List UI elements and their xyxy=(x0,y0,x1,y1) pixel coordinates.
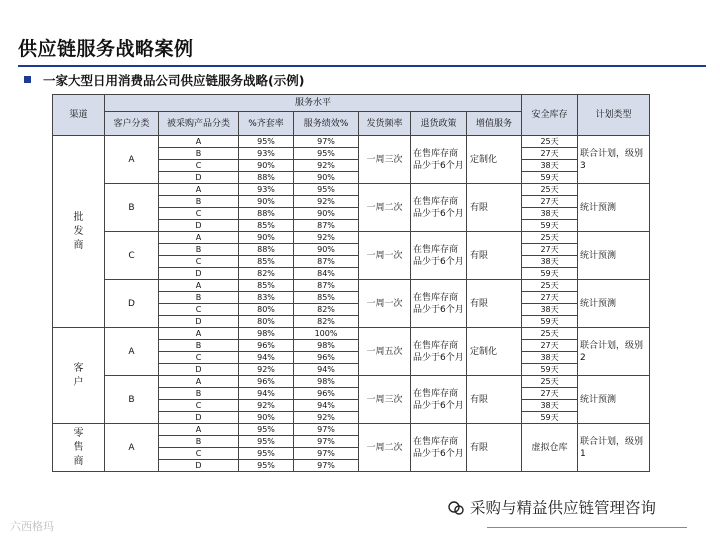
safety-stock: 59天 xyxy=(522,172,578,184)
product-class: B xyxy=(159,292,239,304)
delivery-frequency: 一周五次 xyxy=(359,328,411,376)
delivery-frequency: 一周三次 xyxy=(359,376,411,424)
safety-stock: 25天 xyxy=(522,136,578,148)
footer-divider xyxy=(487,527,687,528)
product-class: D xyxy=(159,412,239,424)
fill-rate: 93% xyxy=(239,148,294,160)
table-row xyxy=(53,328,650,340)
channel-name: 批 发 商 xyxy=(53,136,105,328)
fill-rate: 92% xyxy=(239,400,294,412)
header-return-policy: 退货政策 xyxy=(411,112,467,136)
product-class: A xyxy=(159,280,239,292)
fill-rate: 95% xyxy=(239,460,294,472)
product-class: C xyxy=(159,208,239,220)
safety-stock: 27天 xyxy=(522,388,578,400)
product-class: C xyxy=(159,448,239,460)
table-row xyxy=(53,424,650,436)
safety-stock: 27天 xyxy=(522,340,578,352)
fill-rate: 96% xyxy=(239,376,294,388)
fill-rate: 95% xyxy=(239,448,294,460)
table-row xyxy=(53,184,650,196)
safety-stock: 25天 xyxy=(522,328,578,340)
delivery-frequency: 一周二次 xyxy=(359,184,411,232)
return-policy: 在售库存商品少于6个月 xyxy=(411,376,467,424)
return-policy: 在售库存商品少于6个月 xyxy=(411,280,467,328)
product-class: A xyxy=(159,424,239,436)
channel-name: 零 售 商 xyxy=(53,424,105,472)
channel-name: 客 户 xyxy=(53,328,105,424)
product-class: B xyxy=(159,196,239,208)
customer-class: A xyxy=(105,328,159,376)
safety-stock: 38天 xyxy=(522,256,578,268)
plan-type: 统计预测 xyxy=(578,280,650,328)
product-class: C xyxy=(159,352,239,364)
service-performance: 98% xyxy=(294,376,359,388)
service-performance: 94% xyxy=(294,364,359,376)
product-class: D xyxy=(159,220,239,232)
value-added-service: 有限 xyxy=(467,424,522,472)
plan-type: 联合计划，级别2 xyxy=(578,328,650,376)
safety-stock: 59天 xyxy=(522,316,578,328)
fill-rate: 95% xyxy=(239,436,294,448)
product-class: B xyxy=(159,244,239,256)
return-policy: 在售库存商品少于6个月 xyxy=(411,184,467,232)
safety-stock: 59天 xyxy=(522,268,578,280)
fill-rate: 88% xyxy=(239,172,294,184)
product-class: D xyxy=(159,364,239,376)
return-policy: 在售库存商品少于6个月 xyxy=(411,232,467,280)
header-plan-type: 计划类型 xyxy=(578,95,650,136)
product-class: C xyxy=(159,160,239,172)
safety-stock: 虚拟仓库 xyxy=(522,424,578,472)
header-fill-rate: %齐套率 xyxy=(239,112,294,136)
fill-rate: 93% xyxy=(239,184,294,196)
customer-class: D xyxy=(105,280,159,328)
header-service-level: 服务水平 xyxy=(105,95,522,112)
fill-rate: 83% xyxy=(239,292,294,304)
fill-rate: 95% xyxy=(239,136,294,148)
product-class: B xyxy=(159,388,239,400)
customer-class: A xyxy=(105,136,159,184)
watermark: 六西格玛 xyxy=(10,520,54,533)
product-class: A xyxy=(159,232,239,244)
bullet-icon xyxy=(24,76,31,83)
brand-logo-icon xyxy=(448,501,464,515)
fill-rate: 88% xyxy=(239,244,294,256)
service-performance: 92% xyxy=(294,412,359,424)
fill-rate: 90% xyxy=(239,412,294,424)
service-performance: 92% xyxy=(294,196,359,208)
customer-class: B xyxy=(105,184,159,232)
page-title: 供应链服务战略案例 xyxy=(18,38,194,60)
value-added-service: 有限 xyxy=(467,184,522,232)
product-class: B xyxy=(159,340,239,352)
safety-stock: 38天 xyxy=(522,160,578,172)
value-added-service: 定制化 xyxy=(467,328,522,376)
safety-stock: 25天 xyxy=(522,280,578,292)
safety-stock: 38天 xyxy=(522,304,578,316)
fill-rate: 92% xyxy=(239,364,294,376)
product-class: C xyxy=(159,304,239,316)
header-frequency: 发货频率 xyxy=(359,112,411,136)
service-performance: 94% xyxy=(294,400,359,412)
footer-brand-text: 采购与精益供应链管理咨询 xyxy=(470,499,657,517)
service-performance: 97% xyxy=(294,136,359,148)
safety-stock: 27天 xyxy=(522,244,578,256)
product-class: A xyxy=(159,328,239,340)
service-performance: 82% xyxy=(294,316,359,328)
fill-rate: 95% xyxy=(239,424,294,436)
delivery-frequency: 一周三次 xyxy=(359,136,411,184)
service-performance: 95% xyxy=(294,184,359,196)
safety-stock: 27天 xyxy=(522,292,578,304)
fill-rate: 82% xyxy=(239,268,294,280)
value-added-service: 有限 xyxy=(467,232,522,280)
product-class: C xyxy=(159,256,239,268)
fill-rate: 85% xyxy=(239,256,294,268)
table-row xyxy=(53,376,650,388)
fill-rate: 94% xyxy=(239,388,294,400)
safety-stock: 59天 xyxy=(522,220,578,232)
table-row xyxy=(53,280,650,292)
customer-class: C xyxy=(105,232,159,280)
header-product-class: 被采购产品分类 xyxy=(159,112,239,136)
service-performance: 92% xyxy=(294,232,359,244)
plan-type: 联合计划，级别3 xyxy=(578,136,650,184)
fill-rate: 90% xyxy=(239,160,294,172)
header-channel: 渠道 xyxy=(53,95,105,136)
subtitle-text: 一家大型日用消费品公司供应链服务战略(示例) xyxy=(43,73,305,88)
service-performance: 90% xyxy=(294,208,359,220)
safety-stock: 59天 xyxy=(522,364,578,376)
service-performance: 98% xyxy=(294,340,359,352)
service-strategy-table xyxy=(52,94,650,472)
service-performance: 96% xyxy=(294,352,359,364)
value-added-service: 定制化 xyxy=(467,136,522,184)
product-class: A xyxy=(159,184,239,196)
service-performance: 84% xyxy=(294,268,359,280)
subtitle xyxy=(24,71,304,89)
service-performance: 96% xyxy=(294,388,359,400)
delivery-frequency: 一周一次 xyxy=(359,232,411,280)
fill-rate: 85% xyxy=(239,280,294,292)
delivery-frequency: 一周一次 xyxy=(359,280,411,328)
safety-stock: 27天 xyxy=(522,196,578,208)
header-value-added: 增值服务 xyxy=(467,112,522,136)
value-added-service: 有限 xyxy=(467,280,522,328)
table-row xyxy=(53,232,650,244)
product-class: B xyxy=(159,436,239,448)
service-performance: 100% xyxy=(294,328,359,340)
service-performance: 85% xyxy=(294,292,359,304)
product-class: C xyxy=(159,400,239,412)
service-performance: 95% xyxy=(294,148,359,160)
safety-stock: 59天 xyxy=(522,412,578,424)
footer-brand xyxy=(448,496,656,518)
value-added-service: 有限 xyxy=(467,376,522,424)
table-body xyxy=(53,136,650,472)
plan-type: 统计预测 xyxy=(578,232,650,280)
header-performance: 服务绩效% xyxy=(294,112,359,136)
fill-rate: 80% xyxy=(239,304,294,316)
safety-stock: 38天 xyxy=(522,400,578,412)
safety-stock: 27天 xyxy=(522,148,578,160)
customer-class: A xyxy=(105,424,159,472)
safety-stock: 38天 xyxy=(522,352,578,364)
return-policy: 在售库存商品少于6个月 xyxy=(411,424,467,472)
delivery-frequency: 一周二次 xyxy=(359,424,411,472)
fill-rate: 96% xyxy=(239,340,294,352)
service-performance: 90% xyxy=(294,244,359,256)
service-performance: 87% xyxy=(294,280,359,292)
fill-rate: 85% xyxy=(239,220,294,232)
fill-rate: 90% xyxy=(239,196,294,208)
product-class: D xyxy=(159,268,239,280)
header-customer-class: 客户分类 xyxy=(105,112,159,136)
fill-rate: 88% xyxy=(239,208,294,220)
header-safety-stock: 安全库存 xyxy=(522,95,578,136)
product-class: B xyxy=(159,148,239,160)
product-class: D xyxy=(159,460,239,472)
service-performance: 97% xyxy=(294,460,359,472)
plan-type: 统计预测 xyxy=(578,376,650,424)
service-performance: 82% xyxy=(294,304,359,316)
customer-class: B xyxy=(105,376,159,424)
product-class: A xyxy=(159,136,239,148)
product-class: A xyxy=(159,376,239,388)
fill-rate: 90% xyxy=(239,232,294,244)
service-performance: 97% xyxy=(294,424,359,436)
product-class: D xyxy=(159,316,239,328)
return-policy: 在售库存商品少于6个月 xyxy=(411,328,467,376)
service-performance: 97% xyxy=(294,436,359,448)
fill-rate: 80% xyxy=(239,316,294,328)
service-performance: 97% xyxy=(294,448,359,460)
service-performance: 87% xyxy=(294,256,359,268)
safety-stock: 38天 xyxy=(522,208,578,220)
return-policy: 在售库存商品少于6个月 xyxy=(411,136,467,184)
safety-stock: 25天 xyxy=(522,376,578,388)
fill-rate: 98% xyxy=(239,328,294,340)
safety-stock: 25天 xyxy=(522,184,578,196)
title-divider xyxy=(18,65,706,67)
service-performance: 87% xyxy=(294,220,359,232)
product-class: D xyxy=(159,172,239,184)
safety-stock: 25天 xyxy=(522,232,578,244)
fill-rate: 94% xyxy=(239,352,294,364)
plan-type: 统计预测 xyxy=(578,184,650,232)
service-performance: 92% xyxy=(294,160,359,172)
table-row xyxy=(53,136,650,148)
service-performance: 90% xyxy=(294,172,359,184)
plan-type: 联合计划，级别1 xyxy=(578,424,650,472)
